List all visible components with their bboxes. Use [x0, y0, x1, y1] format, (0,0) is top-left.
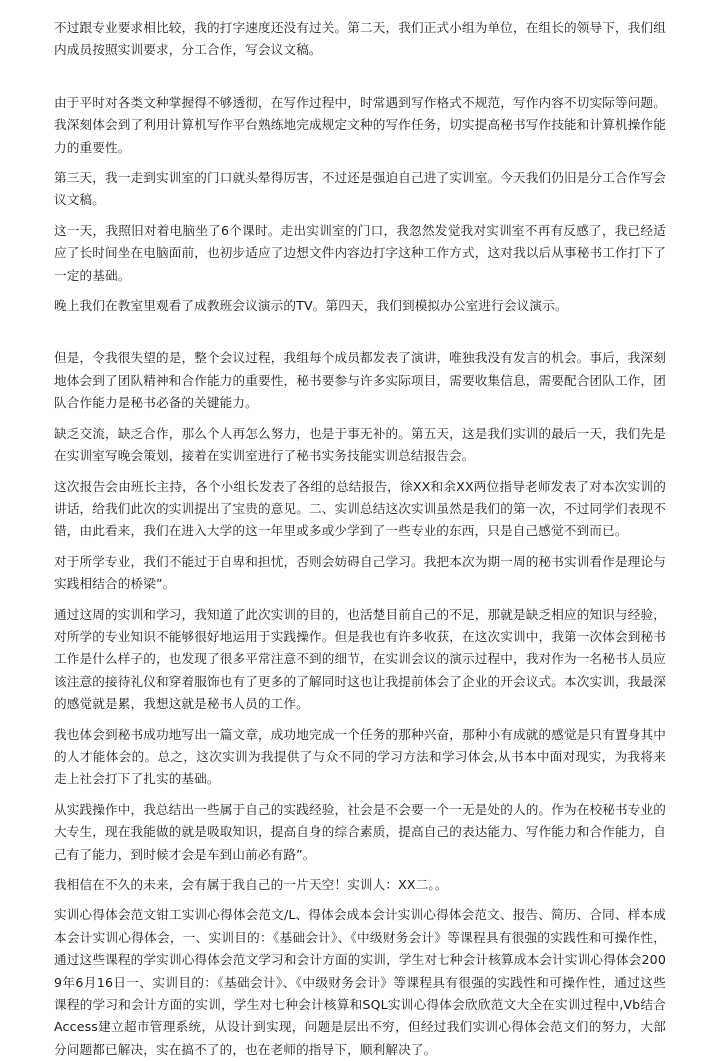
paragraph-7: 缺乏交流，缺乏合作，那么个人再怎么努力，也是于事无补的。第五天，这是我们实训的最后一天，我们先是在实训室写晚会策划，接着在实训室进行了秘书实务技能实训总结报告会。: [54, 425, 666, 464]
paragraph-11: 我也体会到秘书成功地写出一篇文章，成功地完成一个任务的那种兴奋，那种小有成就的感觉是只有置身其中的人才能体会的。总之，这次实训为我提供了与众不同的学习方法和学习体会,从书本中面对现实，为我将来走上社会打下了扎实的基础。: [54, 726, 666, 787]
paragraph-10: 通过这周的实训和学习，我知道了此次实训的目的，也活楚目前自己的不足，那就是缺乏相应的知识与经验，对所学的专业知识不能够很好地运用于实践操作。但是我也有许多收获，在这次实训中，我第一次体会到秘书工作是什么样子的，也发现了很多平常注意不到的细节，在实训会议的演示过程中，我对作为一名秘书人员应该注意的接待礼仪和穿着服饰也有了更多的了解同时这也让我提前体会了企业的开会议式。本次实训，我最深的感觉就是累，我想这就是秘书人员的工作。: [54, 606, 666, 712]
paragraph-8: 这次报告会由班长主持，各个小组长发表了各组的总结报告，徐XX和余XX两位指导老师发表了对本次实训的讲话，给我们此次的实训提出了宝贵的意见。二、实训总结这次实训虽然是我们的第一次，不过同学们表现不错，由此看来，我们在进入大学的这一年里或多或少学到了一些专业的东西，只是自己感觉不到而已。: [54, 478, 666, 539]
paragraph-4: 这一天，我照旧对着电脑坐了6个课时。走出实训室的门口，我忽然发觉我对实训室不再有反感了，我已经适应了长时间坐在电脑面前，也初步适应了边想文件内容边打字这种工作方式，这对我以后从事秘书工作打下了一定的基础。: [54, 222, 666, 283]
document-body: [54, 17, 666, 1061]
paragraph-13: 我相信在不久的未来，会有属于我自己的一片天空！实训人：XX二。。: [54, 877, 448, 892]
paragraph-1: 不过跟专业要求相比较，我的打字速度还没有过关。第二天，我们正式小组为单位，在组长的领导下，我们组内成员按照实训要求，分工合作，写会议文稿。: [54, 20, 666, 58]
paragraph-3: 第三天，我一走到实训室的门口就头晕得厉害，不过还是强迫自己进了实训室。今天我们仍旧是分工合作写会议文稿。: [54, 170, 666, 208]
paragraph-5: 晚上我们在教室里观看了成教班会议演示的TV。第四天，我们到模拟办公室进行会议演示。: [54, 298, 568, 314]
paragraph-6: 但是，令我很失望的是，整个会议过程，我组每个成员都发表了演讲，唯独我没有发言的机会。事后，我深刻地体会到了团队精神和合作能力的重要性，秘书要参与许多实际项目，需要收集信息，需要配合团队工作，团队合作能力是秘书必备的关键能力。: [54, 350, 666, 411]
paragraph-12: 从实践操作中，我总结出一些属于自己的实践经验，社会是不会要一个一无是处的人的。作为在校秘书专业的大专生，现在我能做的就是吸取知识，提高自身的综合素质，提高自己的表达能力、写作能力和合作能力，自己有了能力，到时候才会是车到山前必有路”。: [54, 801, 666, 862]
paragraph-2: 由于平时对各类文种掌握得不够透彻，在写作过程中，时常遇到写作格式不规范，写作内容不切实际等问题。我深刻体会到了利用计算机写作平台熟练地完成规定文种的写作任务，切实提高秘书写作技能和计算机操作能力的重要性。: [54, 94, 666, 155]
paragraph-9: 对于所学专业，我们不能过于自卑和担忧，否则会妨碍自己学习。我把本次为期一周的秘书实训看作是理论与实践相结合的桥梁”。: [54, 553, 666, 592]
paragraph-14: 实训心得体会范文钳工实训心得体会范文/L、得体会成本会计实训心得体会范文、报告、简历、合同、样本成本会计实训心得体会，一、实训目的：《基础会计》、《中级财务会计》等课程具有很强的实践性和可操作性，通过这些课程的学实训心得体会范文学习和会计方面的实训，学生对七种会计核算成本会计实训心得体会2009年6月16日一、实训目的：《基础会计》、《中级财务会计》等课程具有很强的实践性和可操作性，通过这些课程的学习和会计方面的实训，学生对七种会计核算和SQL实训心得体会欣欣范文大全在实训过程中,Vb结合Access建立超市管理系统，从设计到实现，问题是层出不穷，但经过我们实训心得体会范文们的努力，大部分问题都已解决，实在搞不了的，也在老师的指导下，顺利解决了。: [54, 907, 666, 1057]
